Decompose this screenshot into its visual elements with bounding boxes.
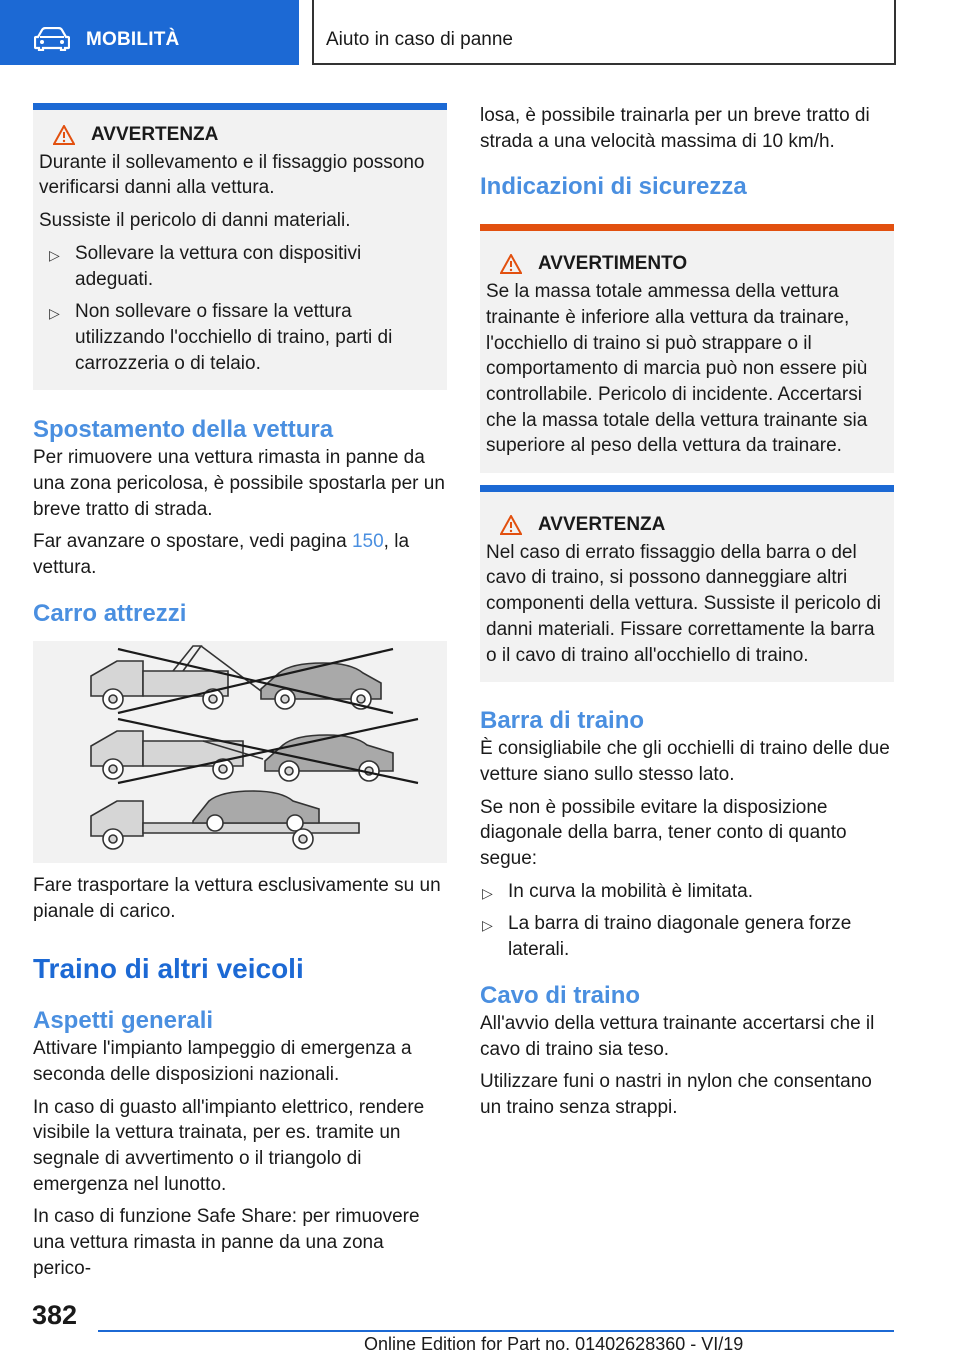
chapter-title: Aiuto in caso di panne (326, 29, 513, 50)
list-item: ▷ Sollevare la vettura con dispositivi adeguati. (49, 242, 362, 290)
warning-triangle-icon (500, 515, 522, 535)
warning-text: Se la massa totale ammessa della vettura trainante è inferiore alla vettura da trainare, l'occhiello di traino si può strappare o il comportamento di marcia può non essere più controllabile. Pericolo di incidente. Accertarsi che la massa totale della vettura trainante sia superiore al peso della vettura da trainare. (486, 281, 868, 457)
warning-box-lifting (33, 103, 447, 390)
warning-list (39, 241, 441, 377)
paragraph: In caso di funzione Safe Share: per rimuovere una vettura rimasta in panne da una zona perico- (33, 1206, 420, 1279)
warning-header (500, 512, 888, 538)
section-heading: Carro attrezzi (33, 599, 187, 627)
tow-truck-illustration (33, 641, 447, 863)
paragraph: losa, è possibile trainarla per un breve tratto di strada a una velocità massima di 10 km/h. (480, 105, 870, 152)
bullet-triangle-icon: ▷ (49, 305, 60, 322)
chapter-heading: Traino di altri veicoli (33, 953, 304, 985)
warning-text: Nel caso di errato fissaggio della barra o del cavo di traino, si possono danneggiare altri componenti della vettura. Sussiste il pericolo di danni materiali. Fissare correttamente la barra o il cavo di traino all'occhiello di traino. (486, 541, 881, 666)
paragraph: All'avvio della vettura trainante accertarsi che il cavo di traino sia teso. (480, 1012, 875, 1060)
paragraph: Far avanzare o spostare, vedi pagina 150, la vettura. (33, 531, 410, 579)
paragraph: Utilizzare funi o nastri in nylon che consentano un traino senza strappi. (480, 1071, 872, 1118)
warning-title: AVVERTENZA (91, 124, 219, 145)
car-icon (34, 27, 70, 51)
paragraph: Attivare l'impianto lampeggio di emergenza a seconda delle disposizioni nazionali. (33, 1038, 412, 1085)
section-heading: Cavo di traino (480, 981, 641, 1009)
warning-title: AVVERTIMENTO (538, 253, 688, 275)
list-item: ▷ In curva la mobilità è limitata. (480, 879, 894, 905)
warning-title: AVVERTENZA (538, 514, 666, 536)
list-item: ▷ Non sollevare o fissare la vettura utilizzando l'occhiello di traino, parti di carrozzeria o di telaio. (49, 301, 393, 374)
warning-text: Durante il sollevamento e il fissaggio possono verificarsi danni alla vettura. (39, 151, 425, 199)
warning-box-fixing (480, 485, 894, 682)
bullet-triangle-icon: ▷ (482, 917, 493, 934)
warning-header (53, 122, 441, 148)
paragraph: Se non è possibile evitare la disposizione diagonale della barra, tener conto di quanto segue: (480, 796, 847, 870)
warning-triangle-icon (53, 125, 75, 145)
page-number: 382 (32, 1300, 78, 1330)
section-heading: Indicazioni di sicurezza (480, 173, 747, 201)
bullet-triangle-icon: ▷ (482, 884, 493, 901)
page-link[interactable]: 150 (351, 531, 384, 553)
paragraph: È consigliabile che gli occhielli di traino delle due vetture siano sullo stesso lato. (480, 738, 890, 785)
chapter-header (312, 0, 896, 65)
paragraph: In caso di guasto all'impianto elettrico, rendere visibile la vettura trainata, per es. tramite un segnale di avvertimento o il triangolo di emergenza nel lunotto. (33, 1096, 425, 1195)
bullet-triangle-icon: ▷ (49, 246, 60, 263)
footer-divider (98, 1330, 894, 1332)
section-label: MOBILITÀ (86, 29, 180, 50)
section-heading: Aspetti generali (33, 1007, 214, 1035)
edition-note: Online Edition for Part no. 01402628360 - VI/19 (364, 1334, 744, 1354)
figure-caption: Fare trasportare la vettura esclusivamente su un pianale di carico. (33, 874, 441, 922)
paragraph: Per rimuovere una vettura rimasta in panne da una zona pericolosa, è possibile spostarla per un breve tratto di strada. (33, 447, 445, 520)
warning-box-mass (480, 224, 894, 473)
bar-list (480, 879, 894, 963)
left-column (33, 103, 447, 1289)
right-column (480, 103, 894, 1128)
tow-truck-drawing (33, 641, 447, 863)
warning-text: Sussiste il pericolo di danni materiali. (39, 210, 351, 232)
section-tab[interactable] (0, 0, 299, 65)
section-heading: Barra di traino (480, 707, 645, 735)
section-heading: Spostamento della vettura (33, 416, 334, 444)
warning-header (500, 251, 888, 277)
warning-triangle-icon (500, 254, 522, 274)
list-item: ▷ La barra di traino diagonale genera forze laterali. (482, 913, 852, 961)
